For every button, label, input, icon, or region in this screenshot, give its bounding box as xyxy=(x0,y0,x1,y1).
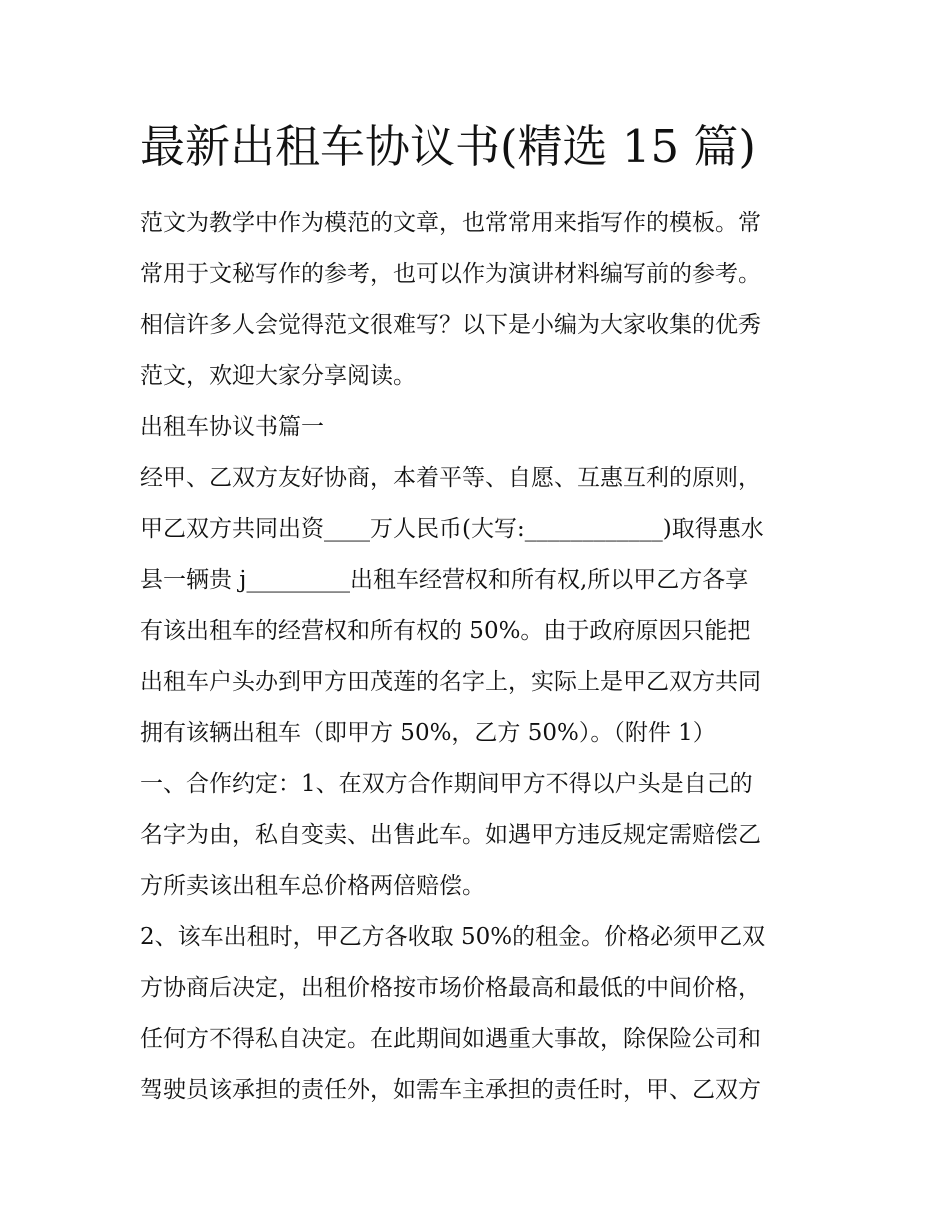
body-line: 常用于文秘写作的参考，也可以作为演讲材料编写前的参考。 xyxy=(140,261,761,287)
body-line: 任何方不得私自决定。在此期间如遇重大事故，除保险公司和 xyxy=(140,1026,761,1052)
document-title: 最新出租车协议书(精选 15 篇) xyxy=(140,120,756,173)
body-line: 拥有该辆出租车（即甲方 50%，乙方 50%）。（附件 1） xyxy=(140,720,716,746)
body-line: 县一辆贵 j_________出租车经营权和所有权,所以甲乙方各享 xyxy=(140,567,749,593)
body-line: 一、合作约定：1、在双方合作期间甲方不得以户头是自己的 xyxy=(140,771,753,797)
body-line: 范文，欢迎大家分享阅读。 xyxy=(140,363,416,389)
body-line: 2、该车出租时，甲乙方各收取 50%的租金。价格必须甲乙双 xyxy=(140,924,766,950)
document-body xyxy=(140,200,820,1118)
body-line: 名字为由，私自变卖、出售此车。如遇甲方违反规定需赔偿乙 xyxy=(140,822,761,848)
body-line: 有该出租车的经营权和所有权的 50%。由于政府原因只能把 xyxy=(140,618,751,644)
section-heading: 出租车协议书篇一 xyxy=(140,414,324,440)
body-line: 相信许多人会觉得范文很难写？以下是小编为大家收集的优秀 xyxy=(140,312,761,338)
body-line: 驾驶员该承担的责任外，如需车主承担的责任时，甲、乙双方 xyxy=(140,1077,761,1103)
body-line: 经甲、乙双方友好协商，本着平等、自愿、互惠互利的原则， xyxy=(140,465,761,491)
body-line: 出租车户头办到甲方田茂莲的名字上，实际上是甲乙双方共同 xyxy=(140,669,761,695)
body-line: 范文为教学中作为模范的文章，也常常用来指写作的模板。常 xyxy=(140,210,761,236)
body-line: 方所卖该出租车总价格两倍赔偿。 xyxy=(140,873,485,899)
body-line: 甲乙双方共同出资____万人民币(大写:____________)取得惠水 xyxy=(140,516,764,542)
body-line: 方协商后决定，出租价格按市场价格最高和最低的中间价格， xyxy=(140,975,761,1001)
